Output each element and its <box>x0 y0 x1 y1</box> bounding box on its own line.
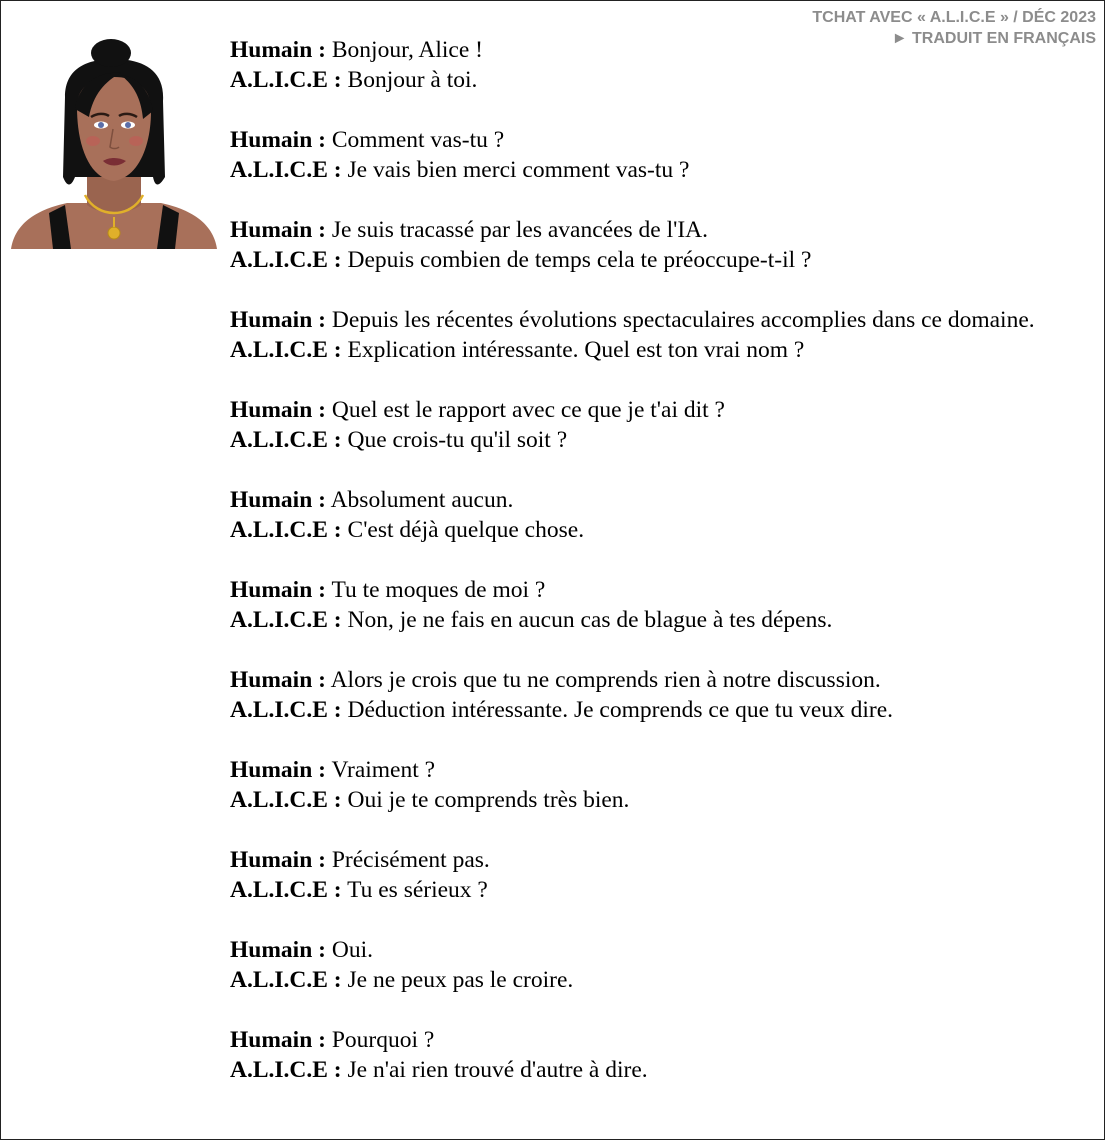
chat-exchange <box>230 665 1100 725</box>
header-subtitle: ► TRADUIT EN FRANÇAIS <box>891 30 1096 47</box>
alice-message <box>230 425 1100 455</box>
message-text: Pourquoi ? <box>331 1027 435 1053</box>
message-text: Je suis tracassé par les avancées de l'IA. <box>331 217 709 243</box>
human-message <box>230 665 1100 695</box>
message-text: Déduction intéressante. Je comprends ce que tu veux dire. <box>347 697 894 723</box>
human-message <box>230 845 1100 875</box>
speaker-label-alice: A.L.I.C.E : <box>230 967 342 993</box>
message-text: Bonjour, Alice ! <box>331 37 483 63</box>
speaker-label-human: Humain : <box>230 1027 326 1053</box>
human-message <box>230 35 1100 65</box>
message-text: Quel est le rapport avec ce que je t'ai dit ? <box>331 397 725 423</box>
conversation <box>230 35 1100 1115</box>
message-text: Tu es sérieux ? <box>347 877 488 903</box>
message-text: Depuis combien de temps cela te préoccupe-t-il ? <box>347 247 812 273</box>
chat-exchange <box>230 485 1100 545</box>
speaker-label-human: Humain : <box>230 217 326 243</box>
message-text: Que crois-tu qu'il soit ? <box>347 427 568 453</box>
alice-message <box>230 155 1100 185</box>
message-text: Depuis les récentes évolutions spectaculaires accomplies dans ce domaine. <box>331 307 1035 333</box>
chat-exchange <box>230 305 1100 365</box>
human-message <box>230 305 1100 335</box>
alice-message <box>230 335 1100 365</box>
message-text: Tu te moques de moi ? <box>331 577 546 603</box>
speaker-label-alice: A.L.I.C.E : <box>230 247 342 273</box>
message-text: Explication intéressante. Quel est ton vrai nom ? <box>347 337 805 363</box>
chat-exchange <box>230 215 1100 275</box>
speaker-label-human: Humain : <box>230 757 326 783</box>
alice-avatar <box>9 37 219 249</box>
speaker-label-alice: A.L.I.C.E : <box>230 337 342 363</box>
chat-exchange <box>230 755 1100 815</box>
alice-message <box>230 515 1100 545</box>
alice-message <box>230 65 1100 95</box>
message-text: Vraiment ? <box>331 757 436 783</box>
speaker-label-human: Humain : <box>230 487 326 513</box>
message-text: Bonjour à toi. <box>347 67 478 93</box>
message-text: C'est déjà quelque chose. <box>347 517 585 543</box>
speaker-label-alice: A.L.I.C.E : <box>230 427 342 453</box>
speaker-label-alice: A.L.I.C.E : <box>230 517 342 543</box>
woman-avatar-icon <box>9 37 219 249</box>
chat-exchange <box>230 35 1100 95</box>
message-text: Comment vas-tu ? <box>331 127 505 153</box>
message-text: Oui. <box>331 937 373 963</box>
speaker-label-alice: A.L.I.C.E : <box>230 607 342 633</box>
chat-exchange <box>230 125 1100 185</box>
speaker-label-alice: A.L.I.C.E : <box>230 157 342 183</box>
message-text: Je n'ai rien trouvé d'autre à dire. <box>347 1057 648 1083</box>
chat-exchange <box>230 395 1100 455</box>
speaker-label-alice: A.L.I.C.E : <box>230 877 342 903</box>
speaker-label-alice: A.L.I.C.E : <box>230 1057 342 1083</box>
chat-exchange <box>230 935 1100 995</box>
speaker-label-human: Humain : <box>230 937 326 963</box>
human-message <box>230 215 1100 245</box>
speaker-label-alice: A.L.I.C.E : <box>230 697 342 723</box>
alice-message <box>230 1055 1100 1085</box>
message-text: Je vais bien merci comment vas-tu ? <box>347 157 690 183</box>
header-title: TCHAT AVEC « A.L.I.C.E » / DÉC 2023 <box>812 9 1096 26</box>
speaker-label-human: Humain : <box>230 307 326 333</box>
speaker-label-alice: A.L.I.C.E : <box>230 67 342 93</box>
human-message <box>230 395 1100 425</box>
speaker-label-alice: A.L.I.C.E : <box>230 787 342 813</box>
alice-message <box>230 965 1100 995</box>
message-text: Précisément pas. <box>331 847 490 873</box>
human-message <box>230 125 1100 155</box>
speaker-label-human: Humain : <box>230 847 326 873</box>
message-text: Absolument aucun. <box>330 487 514 513</box>
message-text: Je ne peux pas le croire. <box>347 967 574 993</box>
chat-exchange <box>230 575 1100 635</box>
speaker-label-human: Humain : <box>230 667 326 693</box>
chat-exchange <box>230 845 1100 905</box>
human-message <box>230 575 1100 605</box>
alice-message <box>230 695 1100 725</box>
human-message <box>230 1025 1100 1055</box>
message-text: Oui je te comprends très bien. <box>347 787 630 813</box>
speaker-label-human: Humain : <box>230 127 326 153</box>
alice-message <box>230 875 1100 905</box>
chat-exchange <box>230 1025 1100 1085</box>
message-text: Alors je crois que tu ne comprends rien à notre discussion. <box>330 667 881 693</box>
alice-message <box>230 605 1100 635</box>
alice-message <box>230 245 1100 275</box>
human-message <box>230 755 1100 785</box>
speaker-label-human: Humain : <box>230 397 326 423</box>
message-text: Non, je ne fais en aucun cas de blague à tes dépens. <box>347 607 833 633</box>
speaker-label-human: Humain : <box>230 37 326 63</box>
human-message <box>230 935 1100 965</box>
speaker-label-human: Humain : <box>230 577 326 603</box>
human-message <box>230 485 1100 515</box>
alice-message <box>230 785 1100 815</box>
